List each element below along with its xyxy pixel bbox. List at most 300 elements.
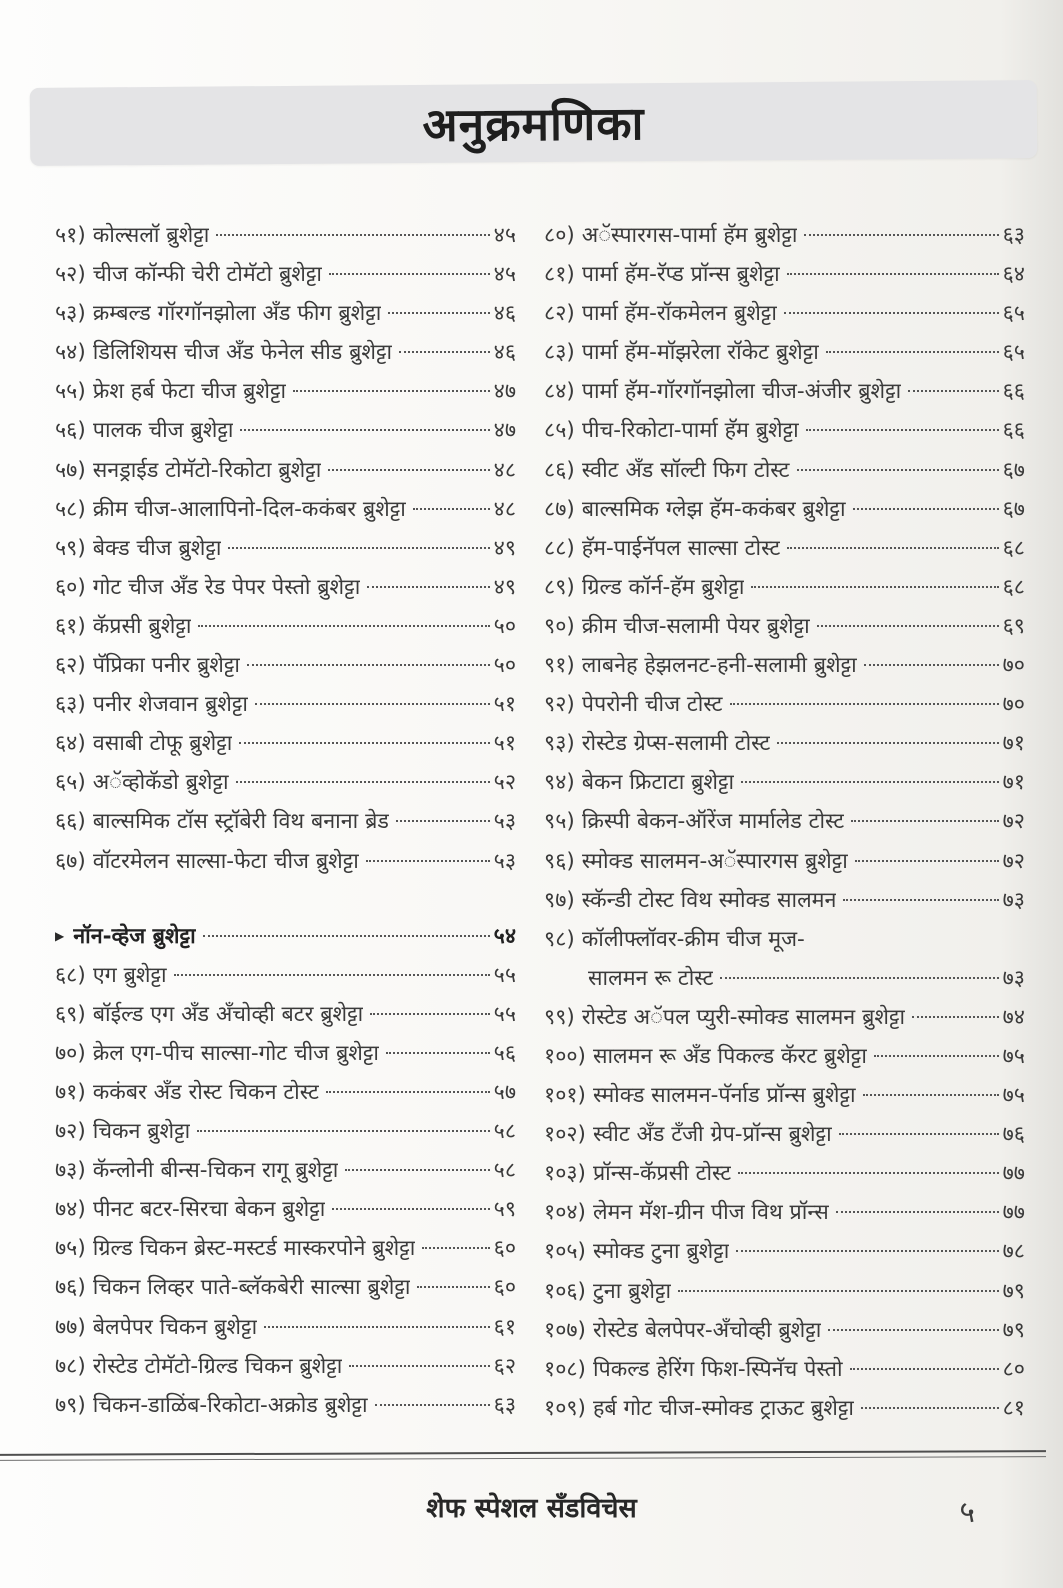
entry-page-number: ५४ <box>493 923 517 949</box>
entry-number: ५८) <box>55 496 86 522</box>
dot-leader <box>826 351 999 353</box>
dot-leader <box>386 1052 490 1054</box>
entry-number: ६९) <box>55 1001 86 1027</box>
entry-page-number: ४६ <box>493 301 517 327</box>
entry-title: अॅस्पारगस-पार्मा हॅम ब्रुशेट्टा <box>581 223 798 248</box>
entry-page-number: ५५ <box>493 962 517 988</box>
dot-leader <box>751 586 998 588</box>
entry-number: ६१) <box>55 613 86 639</box>
entry-title: लेमन मॅश-ग्रीन पीज विथ प्रॉन्स <box>592 1200 829 1226</box>
toc-entry <box>55 259 516 298</box>
entry-number: ९४) <box>544 770 575 796</box>
toc-entry <box>544 924 1025 963</box>
entry-number: ८१) <box>544 262 575 288</box>
entry-title: ग्रिल्ड चिकन ब्रेस्ट-मस्टर्ड मास्करपोने ब्रुशेट्टा <box>92 1236 416 1262</box>
entry-number: ९६) <box>544 848 575 874</box>
entry-page-number: ५८ <box>493 1119 517 1145</box>
entry-title: रोस्टेड ग्रेप्स-सलामी टोस्ट <box>581 731 771 757</box>
entry-title: पार्मा हॅम-रॅप्ड प्रॉन्स ब्रुशेट्टा <box>581 262 780 288</box>
entry-number: ५३) <box>55 301 86 327</box>
entry-page-number: ७१ <box>1002 731 1025 757</box>
entry-number: ५४) <box>55 340 86 366</box>
dot-leader <box>806 429 999 431</box>
toc-entry <box>55 1116 516 1155</box>
toc-entry <box>544 298 1025 337</box>
toc-entry <box>55 728 516 767</box>
entry-page-number: ६८ <box>1002 535 1025 561</box>
entry-page-number: ७६ <box>1002 1122 1025 1148</box>
dot-leader <box>836 1211 999 1213</box>
entry-page-number: ६३ <box>493 1392 517 1418</box>
dot-leader <box>367 586 489 588</box>
entry-page-number: ५६ <box>493 1040 517 1066</box>
entry-number: ९९) <box>544 1004 575 1030</box>
dot-leader <box>864 664 999 666</box>
dot-leader <box>264 1326 490 1328</box>
entry-number: ६५) <box>55 770 86 796</box>
footer-double-rule <box>0 1450 1046 1461</box>
entry-page-number: ७२ <box>1002 809 1025 835</box>
toc-entry <box>544 376 1025 415</box>
page-number: ५ <box>959 1495 975 1530</box>
entry-page-number: ६७ <box>1002 457 1025 483</box>
page-footer <box>0 1488 1063 1530</box>
entry-number: ९३) <box>544 731 575 757</box>
toc-entry <box>544 1393 1025 1432</box>
toc-entry <box>544 1002 1025 1041</box>
entry-title: कॉलीफ्लॉवर-क्रीम चीज मूज- <box>581 926 805 952</box>
toc-section-header <box>55 921 516 960</box>
entry-page-number: ६४ <box>1002 262 1025 288</box>
entry-page-number: ५१ <box>493 731 517 757</box>
entry-page-number: ७३ <box>1002 887 1025 913</box>
dot-leader <box>216 234 489 236</box>
dot-leader <box>413 508 490 510</box>
entry-page-number: ५० <box>493 613 517 639</box>
toc-entry <box>55 415 516 454</box>
toc-entry <box>544 1197 1025 1236</box>
toc-entry <box>55 1077 516 1116</box>
dot-leader <box>375 1404 490 1406</box>
toc-entry <box>544 689 1025 728</box>
entry-title: स्मोक्ड टुना ब्रुशेट्टा <box>592 1239 730 1265</box>
entry-title: रोस्टेड टोमॅटो-ग्रिल्ड चिकन ब्रुशेट्टा <box>92 1353 343 1379</box>
entry-title: हर्ब गोट चीज-स्मोक्ड ट्राऊट ब्रुशेट्टा <box>592 1395 854 1421</box>
dot-leader <box>851 820 998 822</box>
entry-number: ९०) <box>544 613 575 639</box>
entry-title: स्मोक्ड सालमन-अॅस्पारगस ब्रुशेट्टा <box>581 848 848 874</box>
entry-title: पार्मा हॅम-मॉझरेला रॉकेट ब्रुशेट्टा <box>581 340 819 366</box>
entry-title: पॅप्रिका पनीर ब्रुशेट्टा <box>92 653 240 679</box>
entry-title: बेक्ड चीज ब्रुशेट्टा <box>92 535 222 561</box>
footer-book-title: शेफ स्पेशल सँडविचेस <box>426 1493 637 1524</box>
entry-number: १०१) <box>544 1083 586 1109</box>
entry-title: चिकन-डाळिंब-रिकोटा-अक्रोड ब्रुशेट्टा <box>92 1392 368 1418</box>
entry-number: ६४) <box>55 731 86 757</box>
toc-column-right <box>544 220 1025 1432</box>
entry-title: बाल्समिक टॉस स्ट्रॉबेरी विथ बनाना ब्रेड <box>92 809 389 835</box>
entry-number: ७६) <box>55 1275 86 1301</box>
dot-leader <box>329 273 490 275</box>
dot-leader <box>197 1130 489 1132</box>
entry-number: ५२) <box>55 262 86 288</box>
entry-number: १०५) <box>544 1239 586 1265</box>
entry-page-number: ८० <box>1002 1356 1025 1382</box>
toc-entry <box>544 494 1025 533</box>
dot-leader <box>228 547 489 549</box>
entry-page-number: ६५ <box>1002 340 1025 366</box>
entry-number: ७१) <box>55 1079 86 1105</box>
dot-leader <box>388 312 489 314</box>
toc-entry <box>544 846 1025 885</box>
entry-number: ८३) <box>544 340 575 366</box>
toc-entry <box>55 220 516 259</box>
toc-entry <box>544 415 1025 454</box>
dot-leader <box>349 1365 489 1367</box>
entry-page-number: ५५ <box>493 1001 517 1027</box>
entry-page-number: ५८ <box>493 1158 517 1184</box>
toc-entry <box>55 689 516 728</box>
entry-number: ६०) <box>55 574 86 600</box>
dot-leader <box>203 935 490 937</box>
dot-leader <box>422 1247 489 1249</box>
entry-title: सनड्राईड टोमॅटो-रिकोटा ब्रुशेट्टा <box>92 457 322 483</box>
dot-leader <box>777 742 998 744</box>
entry-number: ९५) <box>544 809 575 835</box>
entry-number: १०४) <box>544 1200 586 1226</box>
toc-entry <box>55 494 516 533</box>
dot-leader <box>326 1091 490 1093</box>
dot-leader <box>863 1094 999 1096</box>
entry-number: १०७) <box>544 1317 586 1343</box>
entry-number: १०६) <box>544 1278 586 1304</box>
entry-page-number: ४५ <box>493 223 517 248</box>
dot-leader <box>293 390 490 392</box>
toc-entry <box>55 1390 516 1429</box>
entry-page-number: ७९ <box>1002 1317 1025 1343</box>
entry-title: पेपरोनी चीज टोस्ट <box>581 692 723 718</box>
toc-entry <box>55 999 516 1038</box>
entry-number: ७२) <box>55 1119 86 1145</box>
entry-title: रोस्टेड अॅपल प्युरी-स्मोक्ड सालमन ब्रुशेट्टा <box>581 1004 906 1030</box>
entry-page-number: ५० <box>493 653 517 679</box>
toc-entry <box>544 806 1025 845</box>
dot-leader <box>366 860 490 862</box>
toc-entry <box>55 337 516 376</box>
entry-title: डिलिशियस चीज अँड फेनेल सीड ब्रुशेट्टा <box>92 340 393 366</box>
entry-title: टुना ब्रुशेट्टा <box>592 1278 672 1304</box>
entry-page-number: ८१ <box>1002 1395 1025 1421</box>
dot-leader <box>396 820 490 822</box>
entry-title: क्रिस्पी बेकन-ऑरेंज मार्मालेड टोस्ट <box>581 809 845 835</box>
dot-leader <box>784 312 999 314</box>
entry-title: एग ब्रुशेट्टा <box>92 962 167 988</box>
entry-page-number: ५३ <box>493 809 517 835</box>
entry-page-number: ७० <box>1002 692 1025 718</box>
entry-page-number: ४८ <box>493 457 517 483</box>
entry-title: बेकन फ्रिटाटा ब्रुशेट्टा <box>581 770 735 796</box>
entry-number: ७४) <box>55 1197 86 1223</box>
entry-title: क्रेल एग-पीच साल्सा-गोट चीज ब्रुशेट्टा <box>92 1040 379 1066</box>
toc-entry <box>544 1354 1025 1393</box>
entry-page-number: ७५ <box>1002 1043 1025 1069</box>
toc-entry <box>544 1080 1025 1119</box>
toc-entry <box>544 220 1025 259</box>
toc-entry <box>544 1119 1025 1158</box>
entry-number: ६८) <box>55 962 86 988</box>
dot-leader <box>240 429 489 431</box>
triangle-bullet-icon: ▶ <box>55 928 65 943</box>
entry-number: ५५) <box>55 379 86 405</box>
entry-page-number: ४६ <box>493 340 517 366</box>
entry-title: वॉटरमेलन साल्सा-फेटा चीज ब्रुशेट्टा <box>92 848 359 874</box>
dot-leader <box>332 1208 489 1210</box>
dot-leader <box>850 1368 999 1370</box>
entry-number: ८८) <box>544 535 575 561</box>
toc-entry <box>55 1351 516 1390</box>
entry-title: पार्मा हॅम-गॉरगॉनझोला चीज-अंजीर ब्रुशेट्टा <box>581 379 902 405</box>
dot-leader <box>247 664 490 666</box>
dot-leader <box>855 860 999 862</box>
entry-number: १०२) <box>544 1122 586 1148</box>
entry-page-number: ४८ <box>493 496 517 522</box>
entry-title-continued: सालमन रू टोस्ट <box>588 965 714 991</box>
toc-entry <box>544 533 1025 572</box>
dot-leader <box>741 781 999 783</box>
entry-title: चीज कॉन्फी चेरी टोमॅटो ब्रुशेट्टा <box>92 262 322 288</box>
entry-title: क्रीम चीज-सलामी पेयर ब्रुशेट्टा <box>581 613 810 639</box>
entry-title: स्मोक्ड सालमन-पॅर्नाड प्रॉन्स ब्रुशेट्टा <box>592 1083 856 1109</box>
entry-page-number: ६६ <box>1002 418 1025 444</box>
entry-title: बाल्समिक ग्लेझ हॅम-ककंबर ब्रुशेट्टा <box>581 496 846 522</box>
entry-page-number: ६७ <box>1002 496 1025 522</box>
toc-column-left <box>55 220 516 1432</box>
toc-entry <box>55 1194 516 1233</box>
entry-number: ५७) <box>55 457 86 483</box>
entry-page-number: ७२ <box>1002 848 1025 874</box>
entry-page-number: ७५ <box>1002 1083 1025 1109</box>
entry-page-number: ४७ <box>493 418 517 444</box>
entry-title: पीच-रिकोटा-पार्मा हॅम ब्रुशेट्टा <box>581 418 799 444</box>
dot-leader <box>417 1286 489 1288</box>
entry-page-number: ६० <box>493 1236 517 1262</box>
entry-title: ग्रिल्ड कॉर्न-हॅम ब्रुशेट्टा <box>581 574 745 600</box>
entry-number: ८६) <box>544 457 575 483</box>
dot-leader <box>255 703 490 705</box>
entry-number: ७३) <box>55 1158 86 1184</box>
dot-leader <box>853 508 999 510</box>
dot-leader <box>787 547 998 549</box>
dot-leader <box>861 1407 999 1409</box>
entry-number: ६३) <box>55 692 86 718</box>
entry-title: नॉन-व्हेज ब्रुशेट्टा <box>73 923 196 949</box>
toc-entry <box>55 611 516 650</box>
toc-entry <box>544 1158 1025 1197</box>
entry-title: पिकल्ड हेरिंग फिश-स्पिनॅच पेस्तो <box>592 1356 843 1382</box>
entry-number: ८५) <box>544 418 575 444</box>
entry-number: ८२) <box>544 301 575 327</box>
dot-leader <box>236 781 490 783</box>
dot-leader <box>828 1329 998 1331</box>
toc-entry <box>544 1041 1025 1080</box>
entry-number: ८९) <box>544 574 575 600</box>
dot-leader <box>804 234 998 236</box>
toc-entry <box>55 1155 516 1194</box>
entry-page-number: ६० <box>493 1275 517 1301</box>
entry-title: बॉईल्ड एग अँड अँचोव्ही बटर ब्रुशेट्टा <box>92 1001 364 1027</box>
toc-entry <box>55 1233 516 1272</box>
entry-title: फ्रेश हर्ब फेटा चीज ब्रुशेट्टा <box>92 379 287 405</box>
entry-title: स्कॅन्डी टोस्ट विथ स्मोक्ड सालमन <box>581 887 837 913</box>
toc-entry <box>55 298 516 337</box>
entry-title: कॅन्लोनी बीन्स-चिकन रागू ब्रुशेट्टा <box>92 1158 339 1184</box>
entry-number: ९२) <box>544 692 575 718</box>
entry-title: अॅव्होकॅडो ब्रुशेट्टा <box>92 770 229 796</box>
entry-title: कॅप्रसी ब्रुशेट्टा <box>92 613 192 639</box>
dot-leader <box>843 899 998 901</box>
entry-number: ७८) <box>55 1353 86 1379</box>
toc-entry <box>544 259 1025 298</box>
dot-leader <box>874 1055 999 1057</box>
toc-entry <box>544 611 1025 650</box>
entry-page-number: ५७ <box>493 1079 517 1105</box>
entry-number: १०३) <box>544 1161 586 1187</box>
entry-title: प्रॉन्स-कॅप्रसी टोस्ट <box>592 1161 732 1187</box>
entry-title: हॅम-पाईनॅपल साल्सा टोस्ट <box>581 535 781 561</box>
entry-page-number: ६८ <box>1002 574 1025 600</box>
dot-leader <box>787 273 999 275</box>
entry-number: १०९) <box>544 1395 586 1421</box>
toc-entry <box>544 1315 1025 1354</box>
dot-leader <box>399 351 490 353</box>
entry-page-number: ६९ <box>1002 613 1025 639</box>
dot-leader <box>908 390 998 392</box>
entry-number: ६७) <box>55 848 86 874</box>
toc-entry <box>55 1272 516 1311</box>
entry-number: १००) <box>544 1043 586 1069</box>
toc-entry <box>55 960 516 999</box>
dot-leader <box>370 1013 489 1015</box>
toc-entry <box>55 767 516 806</box>
title-banner <box>30 80 1038 166</box>
toc-entry <box>55 1312 516 1351</box>
entry-page-number: ४५ <box>493 262 517 288</box>
entry-page-number: ६३ <box>1002 223 1025 248</box>
entry-number: ५९) <box>55 535 86 561</box>
entry-title: रोस्टेड बेलपेपर-अँचोव्ही ब्रुशेट्टा <box>592 1317 822 1343</box>
toc-entry <box>55 650 516 689</box>
entry-title: स्वीट अँड टँजी ग्रेप-प्रॉन्स ब्रुशेट्टा <box>592 1122 832 1148</box>
entry-title: पार्मा हॅम-रॉकमेलन ब्रुशेट्टा <box>581 301 777 327</box>
dot-leader <box>797 469 999 471</box>
entry-number: ८०) <box>544 223 575 248</box>
entry-title: ककंबर अँड रोस्ट चिकन टोस्ट <box>92 1079 319 1105</box>
entry-page-number: ४९ <box>493 574 517 600</box>
toc-entry <box>544 337 1025 376</box>
entry-number: ८७) <box>544 496 575 522</box>
entry-title: पनीर शेजवान ब्रुशेट्टा <box>92 692 248 718</box>
entry-page-number: ५९ <box>493 1197 517 1223</box>
toc-entry <box>55 846 516 885</box>
entry-page-number: ६६ <box>1002 379 1025 405</box>
dot-leader <box>730 703 999 705</box>
entry-title: कोल्सलॉ ब्रुशेट्टा <box>92 223 210 248</box>
column-spacer <box>55 885 516 921</box>
entry-number: १०८) <box>544 1356 586 1382</box>
toc-entry <box>55 455 516 494</box>
entry-page-number: ६१ <box>493 1314 517 1340</box>
entry-title: सालमन रू अँड पिकल्ड कॅरट ब्रुशेट्टा <box>592 1043 867 1069</box>
toc-entry <box>55 806 516 845</box>
toc-entry <box>544 650 1025 689</box>
entry-number: ७०) <box>55 1040 86 1066</box>
toc-entry <box>55 1038 516 1077</box>
entry-title: वसाबी टोफू ब्रुशेट्टा <box>92 731 233 757</box>
dot-leader <box>174 974 490 976</box>
entry-page-number: ७७ <box>1002 1200 1025 1226</box>
entry-title: चिकन ब्रुशेट्टा <box>92 1119 191 1145</box>
entry-title: बेलपेपर चिकन ब्रुशेट्टा <box>92 1314 258 1340</box>
dot-leader <box>678 1290 999 1292</box>
entry-page-number: ७८ <box>1002 1239 1025 1265</box>
entry-title: क्रीम चीज-आलापिनो-दिल-ककंबर ब्रुशेट्टा <box>92 496 406 522</box>
entry-page-number: ४९ <box>493 535 517 561</box>
dot-leader <box>817 625 999 627</box>
dot-leader <box>738 1172 998 1174</box>
toc-entry <box>544 885 1025 924</box>
toc-entry <box>544 455 1025 494</box>
dot-leader <box>736 1250 998 1252</box>
entry-page-number: ७१ <box>1002 770 1025 796</box>
entry-title: लाबनेह हेझलनट-हनी-सलामी ब्रुशेट्टा <box>581 653 857 679</box>
entry-number: ७९) <box>55 1392 86 1418</box>
toc-entry <box>55 376 516 415</box>
toc-entry <box>544 728 1025 767</box>
entry-number: ९१) <box>544 653 575 679</box>
entry-page-number: ७९ <box>1002 1278 1025 1304</box>
entry-number: ७७) <box>55 1314 86 1340</box>
dot-leader <box>839 1133 999 1135</box>
entry-page-number: ४७ <box>493 379 517 405</box>
dot-leader <box>198 625 489 627</box>
dot-leader <box>720 977 998 979</box>
toc-entry <box>544 767 1025 806</box>
entry-page-number: ७७ <box>1002 1161 1025 1187</box>
toc-columns <box>55 220 1025 1432</box>
entry-number: ५१) <box>55 223 86 248</box>
entry-number: ६२) <box>55 653 86 679</box>
dot-leader <box>328 469 489 471</box>
dot-leader <box>912 1016 999 1018</box>
dot-leader <box>239 742 489 744</box>
entry-page-number: ७३ <box>1002 965 1025 991</box>
entry-page-number: ६२ <box>493 1353 517 1379</box>
entry-number: ५६) <box>55 418 86 444</box>
entry-page-number: ५२ <box>493 770 517 796</box>
entry-page-number: ५१ <box>493 692 517 718</box>
entry-title: पालक चीज ब्रुशेट्टा <box>92 418 234 444</box>
toc-entry <box>544 572 1025 611</box>
toc-entry-continuation <box>544 963 1025 1002</box>
entry-number: ८४) <box>544 379 575 405</box>
entry-page-number: ६५ <box>1002 301 1025 327</box>
entry-page-number: ७० <box>1002 653 1025 679</box>
toc-entry <box>544 1236 1025 1275</box>
entry-title: क्रम्बल्ड गॉरगॉनझोला अँड फीग ब्रुशेट्टा <box>92 301 382 327</box>
entry-number: ६६) <box>55 809 86 835</box>
entry-title: चिकन लिव्हर पाते-ब्लॅकबेरी साल्सा ब्रुशेट्टा <box>92 1275 411 1301</box>
entry-number: ९७) <box>544 887 575 913</box>
